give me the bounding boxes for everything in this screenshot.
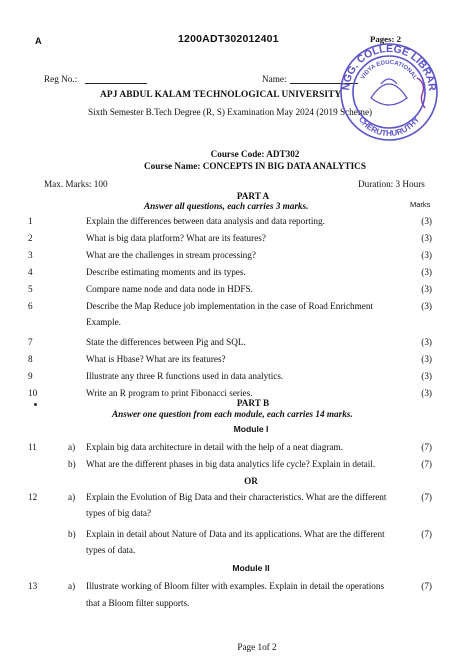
part-a-q8-number: 8 [28,353,33,364]
part-a-q2-marks: (3) [421,233,432,243]
reg-no-line [85,83,147,84]
part-a-q4-marks: (3) [421,267,432,277]
part-a-title: PART A [236,191,270,201]
q11a-text: Explain big data architecture in detail with the help of a neat diagram. [86,442,343,452]
q12b-text-line1: Explain in detail about Nature of Data and its applications. What are the different [86,529,385,539]
q13-number: 13 [28,581,38,591]
q11a-marks: (7) [421,442,432,452]
part-a-q10-number: 10 [28,387,38,398]
part-a-q2-text: What is big data platform? What are its features? [86,233,266,243]
reg-no-label: Reg No.: [44,74,78,84]
svg-text:CHERUTHURUTHY: CHERUTHURUTHY [356,115,422,138]
q13a-marks: (7) [421,581,432,591]
part-a-q6-text: Describe the Map Reduce job implementation in the case of Road Enrichment [86,301,374,311]
part-a-q5-number: 5 [28,284,33,294]
part-a-q6-marks: (3) [421,301,432,311]
pages-label: Pages: 2 [370,34,402,44]
q11a-label: a) [68,442,76,452]
part-b-instruction: Answer one question from each module, each carries 14 marks. [112,409,353,419]
part-a-q3-marks: (3) [421,250,432,260]
part-a-q8-marks: (3) [421,353,432,364]
q13a-label: a) [68,581,76,591]
or-divider: OR [244,476,258,486]
part-a-q8-text: What is Hbase? What are its features? [86,353,226,364]
q12a-text-line2: types of big data? [86,508,152,518]
q13a-text-line2: that a Bloom filter supports. [86,598,190,608]
part-a-q2-number: 2 [28,233,33,243]
library-stamp-graphic [337,40,441,144]
part-a-q6-text-line2: Example. [86,317,121,327]
duration: Duration: 3 Hours [358,179,425,189]
module-1-title: Module I [233,424,269,434]
part-b-title: PART B [236,398,270,408]
corner-letter: A [35,36,42,46]
q12b-marks: (7) [421,529,432,539]
page-number: Page 1of 2 [237,642,277,652]
part-a-q10-marks: (3) [421,387,432,398]
q12a-text-line1: Explain the Evolution of Big Data and their characteristics. What are the different [86,492,387,502]
q12b-text-line2: types of data. [86,545,136,555]
part-a-q9-number: 9 [28,370,33,381]
part-a-q3-text: What are the challenges in stream processing? [86,250,256,260]
part-a-q4-number: 4 [28,267,33,277]
q12b-label: b) [68,529,76,539]
part-a-q6-number: 6 [28,301,33,311]
max-marks: Max. Marks: 100 [44,179,108,189]
course-code: Course Code: ADT302 [210,149,300,159]
part-a-q7-text: State the differences between Pig and SQL. [86,336,246,347]
part-a-q9-text: Illustrate any three R functions used in data analytics. [86,370,284,381]
name-label: Name: [262,74,287,84]
part-a-q7-number: 7 [28,336,33,347]
svg-text:VIDYA EDUCATIONAL: VIDYA EDUCATIONAL [360,59,418,81]
part-a-q1-number: 1 [28,216,33,226]
part-a-q9-marks: (3) [421,370,432,381]
q11-number: 11 [28,442,37,452]
q11b-label: b) [68,459,76,469]
part-a-q10-text: Write an R program to print Fibonacci series. [86,387,253,398]
part-a-q5-marks: (3) [421,284,432,294]
q11b-text: What are the different phases in big data analytics life cycle? Explain in detail. [86,459,376,469]
part-a-q5-text: Compare name node and data node in HDFS. [86,284,253,294]
university-title: APJ ABDUL KALAM TECHNOLOGICAL UNIVERSITY [100,90,342,100]
part-a-q4-text: Describe estimating moments and its types. [86,267,246,277]
part-a-q3-number: 3 [28,250,33,260]
q12-number: 12 [28,492,38,502]
part-a-instruction: Answer all questions, each carries 3 marks. [144,201,309,211]
marks-header: Marks [410,200,431,209]
part-a-q1-text: Explain the differences between data analysis and data reporting. [86,216,325,226]
exam-title: Sixth Semester B.Tech Degree (R, S) Examination May 2024 (2019 Scheme) [88,107,373,117]
paper-code: 1200ADT302012401 [178,33,279,45]
part-a-q1-marks: (3) [421,216,432,226]
q12a-marks: (7) [421,492,432,502]
part-a-q7-marks: (3) [421,336,432,347]
q11b-marks: (7) [421,459,432,469]
library-stamp [337,40,441,144]
svg-text:ENGG. COLLEGE LIBRARY: NGG. COLLEGE LIBRAR [339,42,439,92]
course-name: Course Name: CONCEPTS IN BIG DATA ANALYTICS [144,161,366,171]
module-2-title: Module II [232,563,270,573]
q12a-label: a) [68,492,76,502]
q13a-text-line1: Illustrate working of Bloom filter with examples. Explain in detail the operations [86,581,385,591]
